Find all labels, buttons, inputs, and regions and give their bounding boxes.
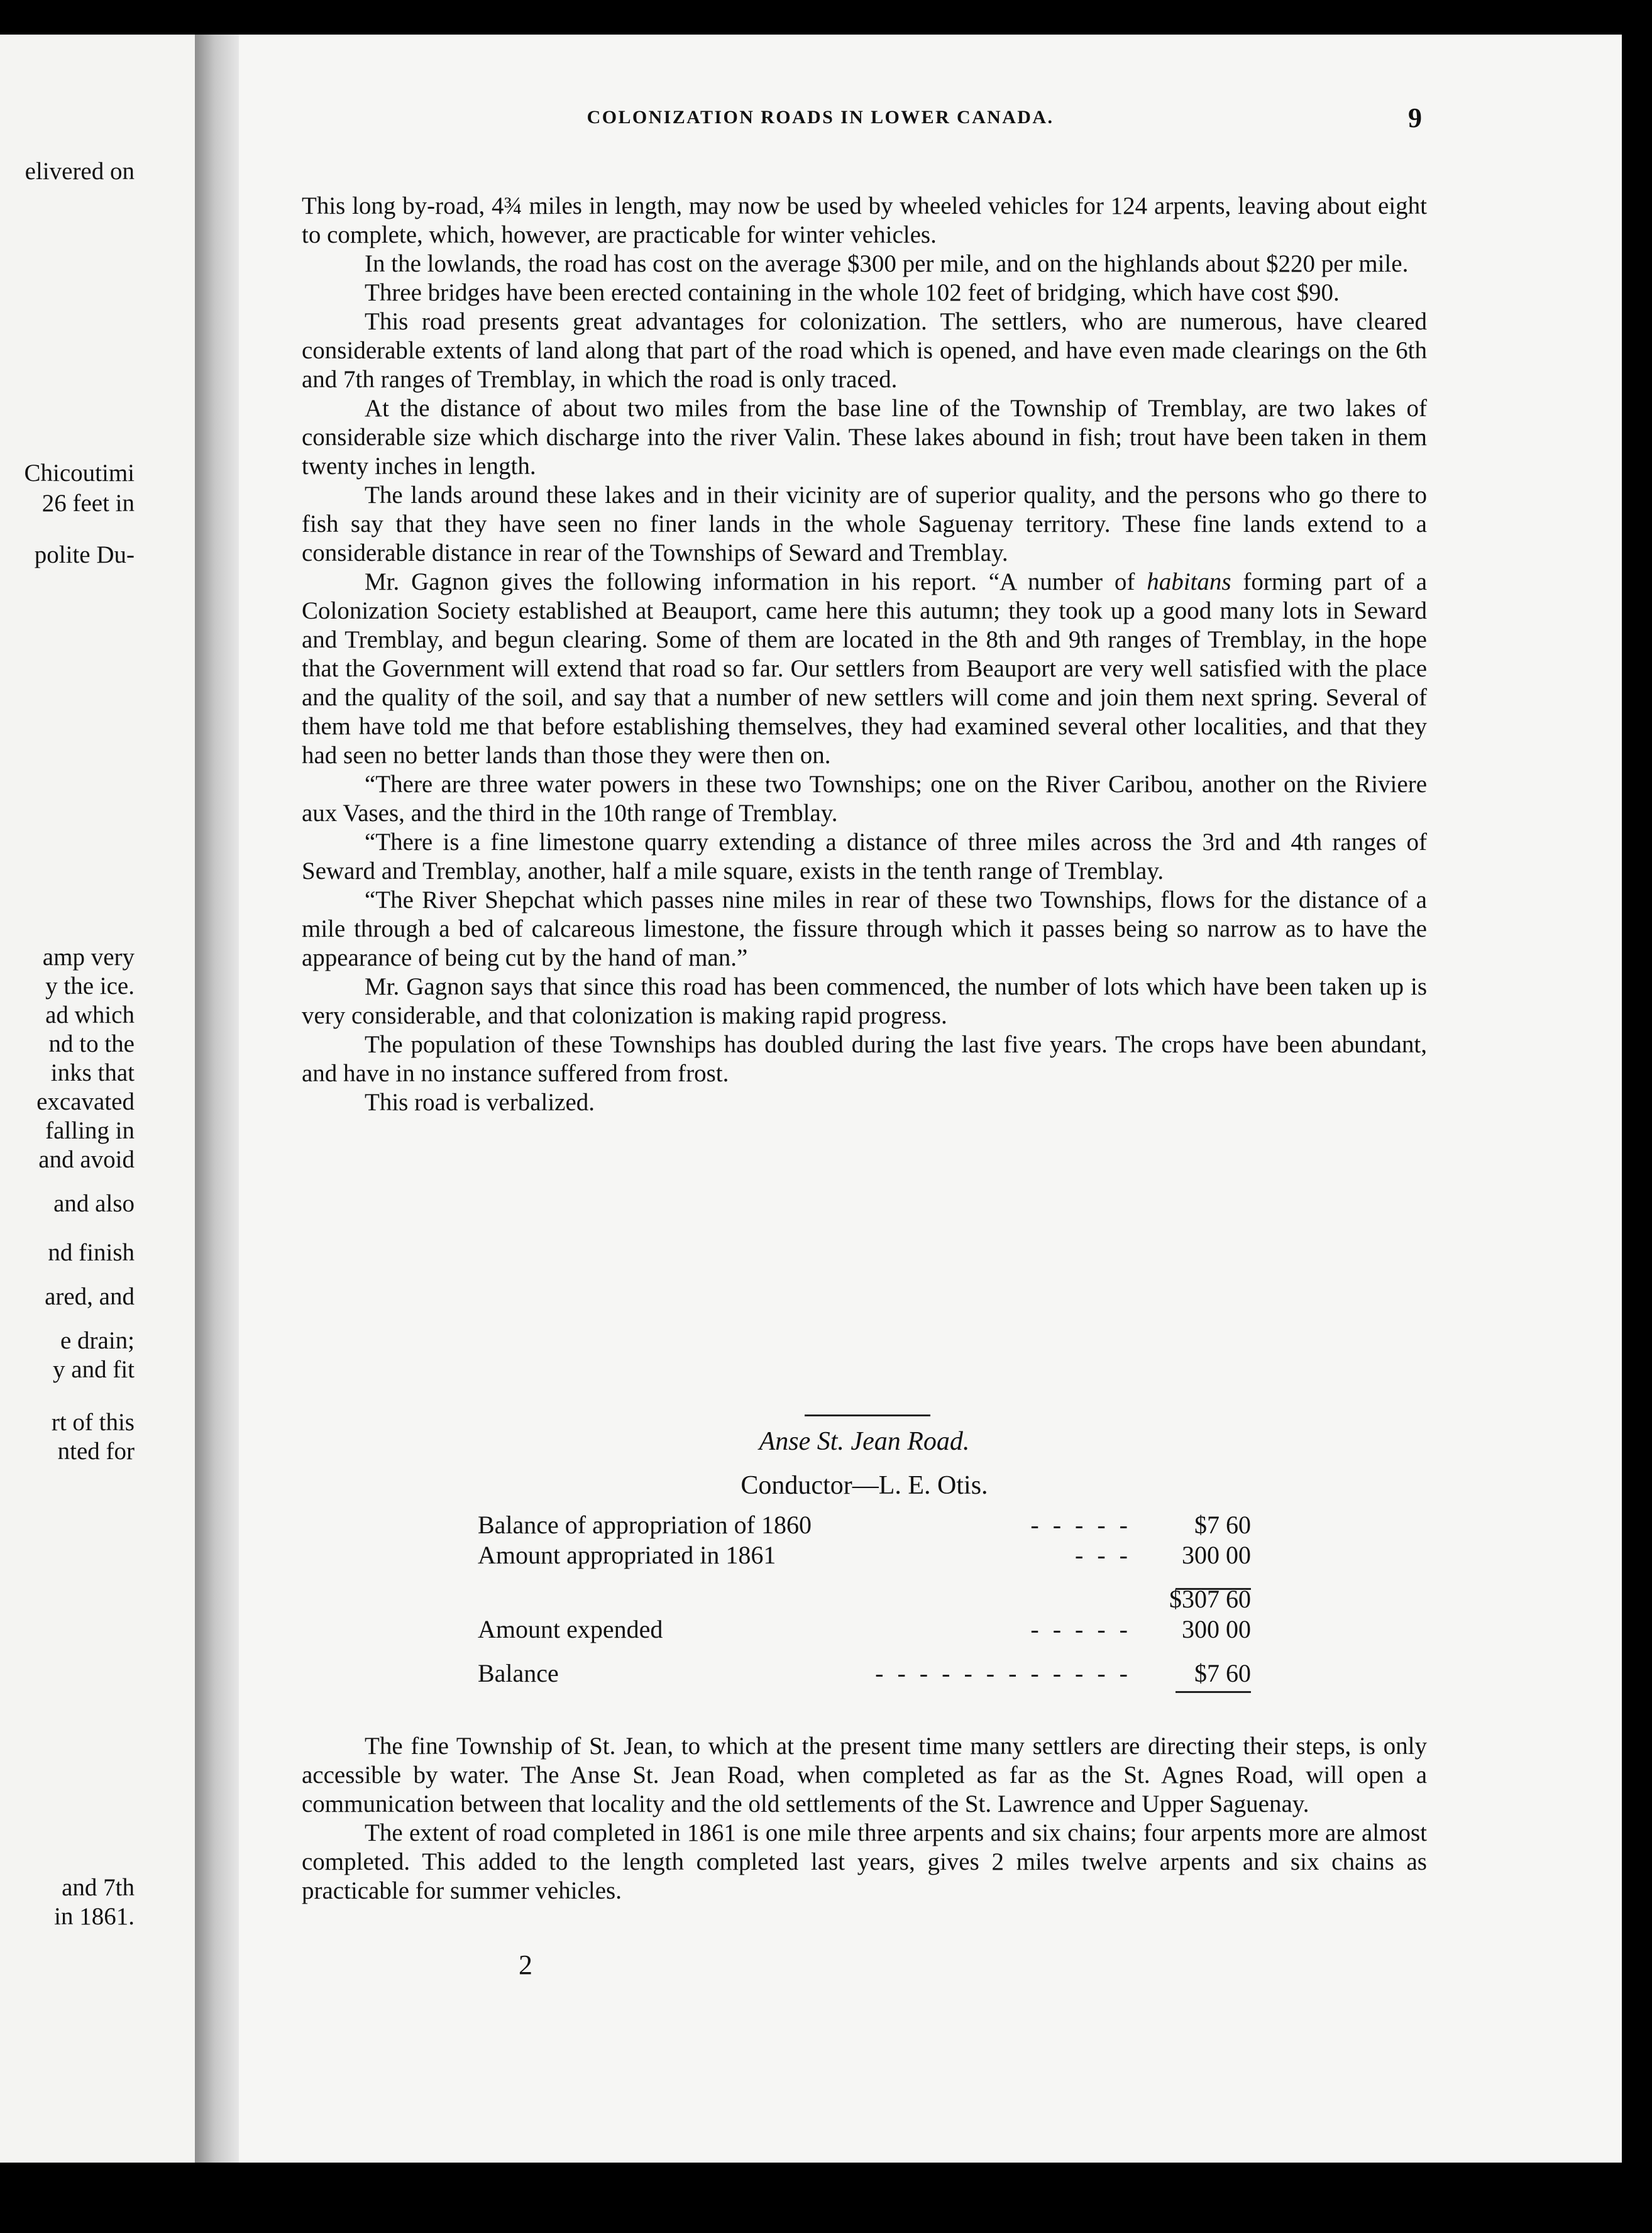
section-subtitle: Conductor—L. E. Otis. xyxy=(741,1471,988,1500)
ledger-label: Balance xyxy=(478,1659,559,1687)
ledger-label: Amount appropriated in 1861 xyxy=(478,1541,776,1569)
ledger-subtotal: $307 60 xyxy=(1169,1585,1251,1613)
appropriation-ledger xyxy=(478,1510,1251,1689)
facing-page-line: e drain; xyxy=(60,1327,135,1354)
facing-page-line: inks that xyxy=(50,1059,135,1086)
ledger-row xyxy=(478,1658,1251,1689)
facing-page-line: falling in xyxy=(45,1117,135,1144)
signature-mark: 2 xyxy=(519,1949,532,1980)
paragraph: “There are three water powers in these two Townships; one on the River Caribou, another on the Riviere aux Vases, and the third in the 10th range of Tremblay. xyxy=(302,771,1427,827)
sum-rule xyxy=(1176,1588,1251,1590)
paragraph: This long by-road, 4¾ miles in length, may now be used by wheeled vehicles for 124 arpents, leaving about eight to complete, which, however, are practicable for winter vehicles. xyxy=(302,192,1427,248)
facing-page-line: y and fit xyxy=(53,1356,135,1383)
facing-page-fragment xyxy=(0,35,195,2163)
facing-page-line: y the ice. xyxy=(45,973,135,1000)
paragraph: The extent of road completed in 1861 is one mile three arpents and six chains; four arpents more are almost completed. This added to the length completed last years, gives 2 miles twelve arpents and six chains as practicable for summer vehicles. xyxy=(302,1819,1427,1904)
ledger-leader: - - - xyxy=(1075,1541,1132,1569)
ledger-row xyxy=(478,1510,1251,1540)
scan-border-top xyxy=(0,0,1652,35)
closing-text xyxy=(302,1732,1427,1905)
ledger-balance: $7 60 xyxy=(1194,1659,1251,1687)
section-title: Anse St. Jean Road. xyxy=(759,1427,970,1456)
facing-page-line: in 1861. xyxy=(54,1903,135,1930)
facing-page-line: polite Du- xyxy=(34,541,135,568)
paragraph: In the lowlands, the road has cost on the average $300 per mile, and on the highlands about $220 per mile. xyxy=(365,250,1409,277)
facing-page-line: 26 feet in xyxy=(41,490,135,517)
paragraph: The population of these Townships has doubled during the last five years. The crops have been abundant, and have in no instance suffered from frost. xyxy=(302,1031,1427,1087)
facing-page-line: Chicoutimi xyxy=(24,460,135,487)
paragraph-text: Mr. Gagnon gives the following information in his report. “A number of xyxy=(365,568,1147,595)
running-head: COLONIZATION ROADS IN LOWER CANADA. xyxy=(586,107,1054,128)
facing-page-line: rt of this xyxy=(51,1409,135,1436)
paragraph: At the distance of about two miles from the base line of the Township of Tremblay, are two lakes of considerable size which discharge into the river Valin. These lakes abound in fish; trout have been taken in them twenty inches in length. xyxy=(302,395,1427,480)
facing-page-line: nd to the xyxy=(48,1030,135,1057)
ledger-leader: - - - - - - - - - - - - xyxy=(875,1659,1132,1687)
facing-page-line: nd finish xyxy=(48,1239,135,1266)
ledger-leader: - - - - - xyxy=(1030,1615,1132,1643)
ledger-row xyxy=(478,1584,1251,1614)
book-gutter xyxy=(195,35,239,2163)
paragraph: “There is a fine limestone quarry extending a distance of three miles across the 3rd and 4th ranges of Seward and Tremblay, another, half a mile square, exists in the tenth range of Tremblay. xyxy=(302,829,1427,885)
sum-rule xyxy=(1176,1691,1251,1693)
facing-page-line: and avoid xyxy=(38,1146,135,1173)
facing-page-line: ad which xyxy=(45,1001,135,1028)
facing-page-line: and also xyxy=(53,1190,135,1217)
facing-page-line: nted for xyxy=(57,1438,135,1465)
paragraph: Three bridges have been erected containing in the whole 102 feet of bridging, which have cost $90. xyxy=(365,279,1340,306)
facing-page-line: elivered on xyxy=(25,158,135,185)
paragraph: The fine Township of St. Jean, to which at the present time many settlers are directing their steps, is only accessible by water. The Anse St. Jean Road, when completed as far as the St. Agnes Road, will open a communication between that locality and the old settlements of the St. Lawrence and Upper Saguenay. xyxy=(302,1733,1427,1817)
ledger-label: Balance of appropriation of 1860 xyxy=(478,1511,812,1539)
paragraph: This road is verbalized. xyxy=(365,1089,595,1116)
facing-page-line: amp very xyxy=(42,944,135,971)
paragraph: This road presents great advantages for colonization. The settlers, who are numerous, have cleared considerable extents of land along that part of the road which is opened, and have even made clearings on the 6th and 7th ranges of Tremblay, in which the road is only traced. xyxy=(302,308,1427,393)
paragraph: “The River Shepchat which passes nine miles in rear of these two Townships, flows for the distance of a mile through a bed of calcareous limestone, the fissure through which it passes being so narrow as to have the appearance of being cut by the hand of man.” xyxy=(302,886,1427,971)
ledger-row xyxy=(478,1540,1251,1570)
scan-border-right xyxy=(1622,0,1652,2233)
facing-page-line: excavated xyxy=(36,1088,135,1115)
paragraph-text: forming part of a Colonization Society established at Beauport, came here this autumn; they took up a good many lots in Seward and Tremblay, and begun clearing. Some of them are located in the 8th and 9th ranges of Tremblay, in the hope that the Government will extend that road so far. Our settlers from Beauport are very well satisfied with the place and the quality of the soil, and say that a number of new settlers will come and join them next spring. Several of them have told me that before establishing themselves, they had examined several other localities, and that they had seen no better lands than those they were then on. xyxy=(302,568,1428,769)
ledger-amount: 300 00 xyxy=(1182,1541,1251,1569)
facing-page-line: ared, and xyxy=(45,1283,135,1310)
page-number: 9 xyxy=(1408,102,1422,133)
ledger-label: Amount expended xyxy=(478,1615,663,1643)
italic-term: habitans xyxy=(1147,568,1231,595)
facing-page-line: and 7th xyxy=(62,1874,135,1901)
paragraph: Mr. Gagnon says that since this road has been commenced, the number of lots which have been taken up is very considerable, and that colonization is making rapid progress. xyxy=(302,973,1427,1029)
ledger-amount: $7 60 xyxy=(1194,1511,1251,1539)
ledger-row xyxy=(478,1614,1251,1645)
body-text xyxy=(302,192,1427,1117)
paragraph xyxy=(302,568,1427,770)
section-divider xyxy=(805,1414,930,1416)
scan-border-bottom xyxy=(0,2163,1652,2233)
ledger-amount: 300 00 xyxy=(1182,1615,1251,1643)
paragraph: The lands around these lakes and in their vicinity are of superior quality, and the persons who go there to fish say that they have seen no finer lands in the whole Saguenay territory. These fine lands extend to a considerable distance in rear of the Townships of Seward and Tremblay. xyxy=(302,482,1427,566)
ledger-leader: - - - - - xyxy=(1030,1511,1132,1539)
